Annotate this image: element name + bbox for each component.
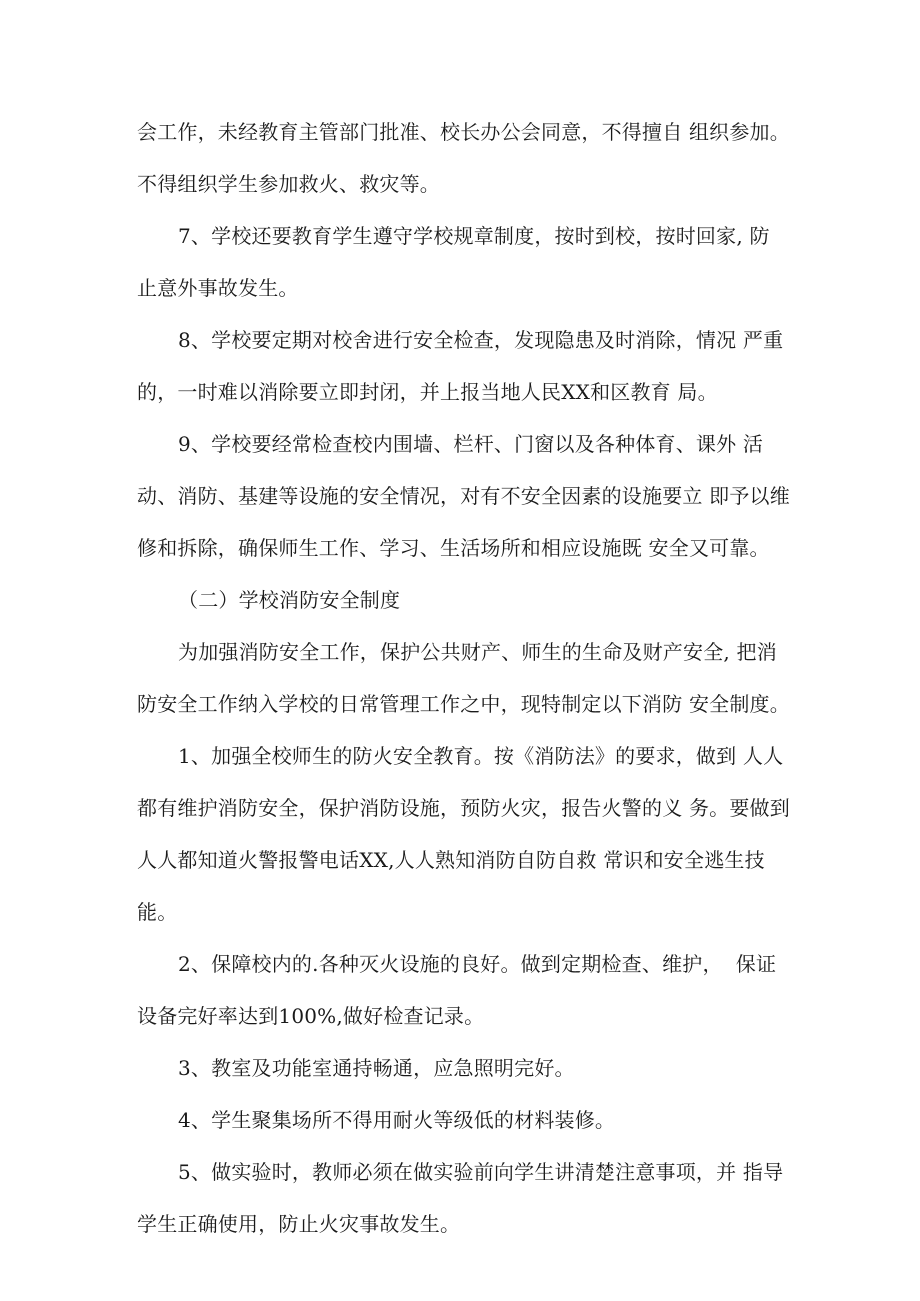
text-line: 7、学校还要教育学生遵守学校规章制度，按时到校，按时回家, 防 bbox=[178, 224, 770, 248]
text-line: 都有维护消防安全，保护消防设施，预防火灾，报告火警的义 务。要做到 bbox=[137, 796, 790, 820]
text-line: 止意外事故发生。 bbox=[137, 276, 299, 300]
text-line: 1、加强全校师生的防火安全教育。按《消防法》的要求，做到 人人 bbox=[178, 744, 784, 768]
text-line: 会工作，未经教育主管部门批准、校长办公会同意，不得擅自 组织参加。 bbox=[137, 120, 790, 144]
text-line: 能。 bbox=[137, 900, 178, 924]
text-line: 9、学校要经常检查校内围墙、栏杆、门窗以及各种体育、课外 活 bbox=[178, 432, 764, 456]
text-line: 设备完好率达到100%,做好检查记录。 bbox=[137, 1004, 485, 1028]
text-line: 学生正确使用，防止火灾事故发生。 bbox=[137, 1212, 461, 1236]
text-line: 动、消防、基建等设施的安全情况，对有不安全因素的设施要立 即予以维 bbox=[137, 484, 790, 508]
text-line: 的，一时难以消除要立即封闭，并上报当地人民XX和区教育 局。 bbox=[137, 380, 718, 404]
section-heading: （二）学校消防安全制度 bbox=[178, 588, 401, 612]
text-line: 8、学校要定期对校舍进行安全检查，发现隐患及时消除，情况 严重 bbox=[178, 328, 784, 352]
text-line: 2、保障校内的.各种灭火设施的良好。做到定期检查、维护， 保证 bbox=[178, 952, 777, 976]
text-line: 4、学生聚集场所不得用耐火等级低的材料装修。 bbox=[178, 1108, 616, 1132]
text-line: 修和拆除，确保师生工作、学习、生活场所和相应设施既 安全又可靠。 bbox=[137, 536, 770, 560]
text-line: 防安全工作纳入学校的日常管理工作之中，现特制定以下消防 安全制度。 bbox=[137, 692, 790, 716]
text-line: 3、教室及功能室通持畅通，应急照明完好。 bbox=[178, 1056, 575, 1080]
text-line: 5、做实验时，教师必须在做实验前向学生讲清楚注意事项，并 指导 bbox=[178, 1160, 784, 1184]
text-line: 人人都知道火警报警电话XX,人人熟知消防自防自救 常识和安全逃生技 bbox=[137, 848, 765, 872]
text-line: 不得组织学生参加救火、救灾等。 bbox=[137, 172, 440, 196]
text-line: 为加强消防安全工作，保护公共财产、师生的生命及财产安全, 把消 bbox=[178, 640, 777, 664]
